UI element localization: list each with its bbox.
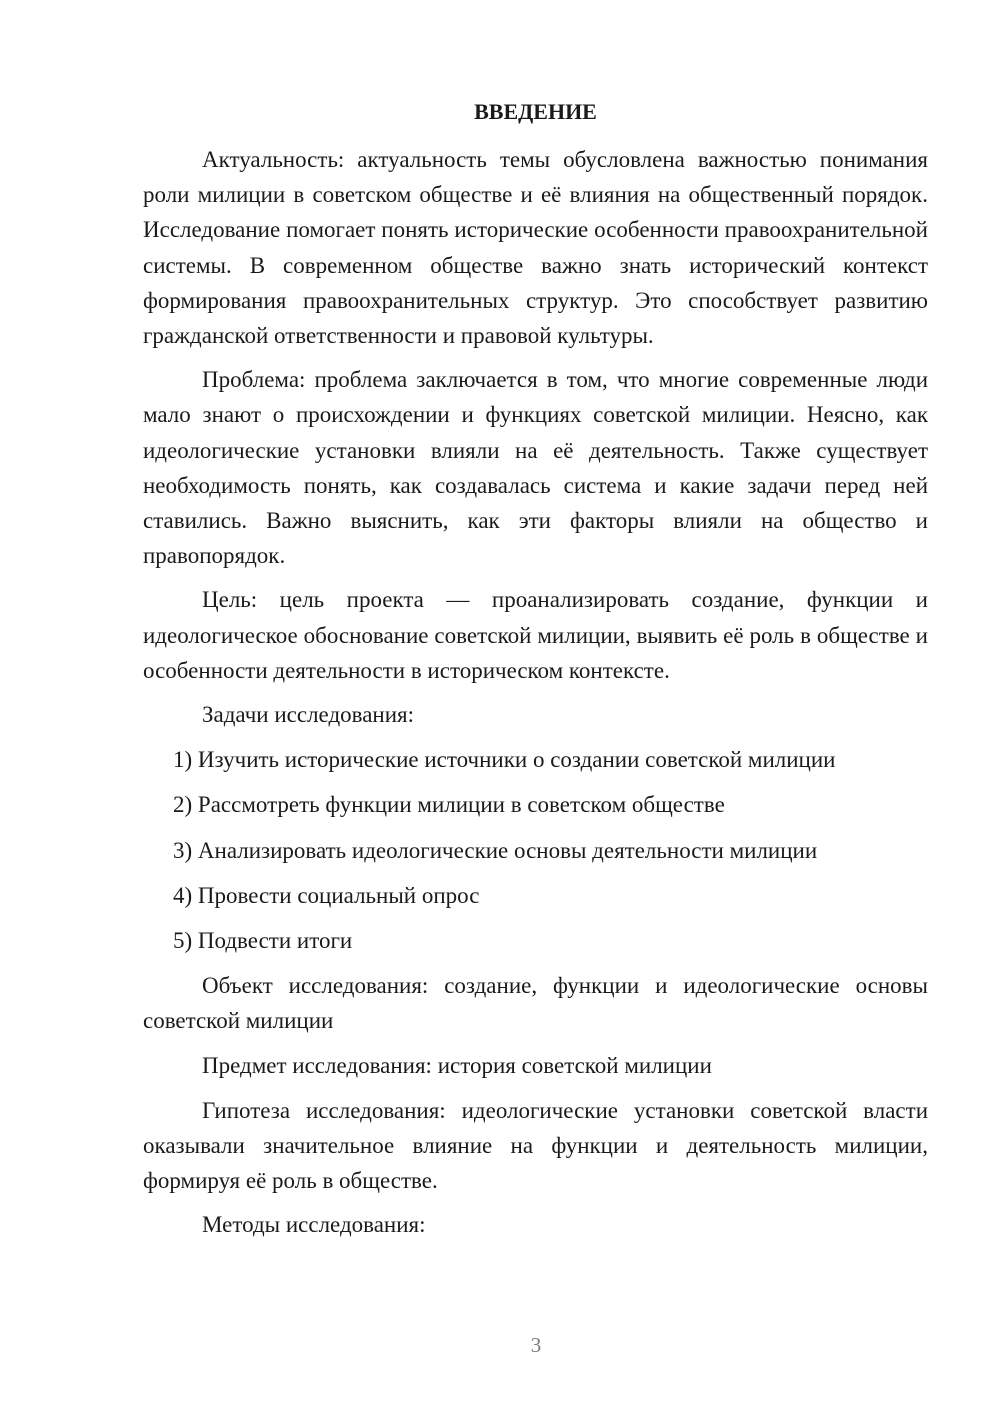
problem-paragraph: Проблема: проблема заключается в том, что многие современные люди мало знают о происхождении и функциях советской милиции. Неясно, как идеологические установки влияли на её деятельность. Также существует необходимость понять, как создавалась система и какие задачи перед ней ставились. Важно выяснить, как эти факторы влияли на общество и правопорядок. <box>143 367 928 569</box>
page-content <box>143 94 928 1253</box>
methods-heading: Методы исследования: <box>202 1212 426 1238</box>
page-number: 3 <box>530 1333 542 1357</box>
object-paragraph: Объект исследования: создание, функции и идеологические основы советской милиции <box>143 973 928 1034</box>
list-item: 3) Анализировать идеологические основы деятельности милиции <box>173 837 818 863</box>
list-item: 4) Провести социальный опрос <box>173 882 480 908</box>
hypothesis-paragraph: Гипотеза исследования: идеологические установки советской власти оказывали значительное влияние на функции и деятельность милиции, формируя её роль в обществе. <box>143 1097 928 1194</box>
page-title: ВВЕДЕНИЕ <box>474 99 597 124</box>
list-item: 2) Рассмотреть функции милиции в советском обществе <box>173 792 725 818</box>
tasks-list <box>143 742 928 958</box>
list-item: 5) Подвести итоги <box>173 928 353 954</box>
goal-paragraph: Цель: цель проекта — проанализировать создание, функции и идеологическое обоснование советской милиции, выявить её роль в обществе и особенности деятельности в историческом контексте. <box>143 587 928 683</box>
relevance-paragraph: Актуальность: актуальность темы обусловлена важностью понимания роли милиции в советском обществе и её влияния на общественный порядок. Исследование помогает понять исторические особенности правоохранительной системы. В современном обществе важно знать исторический контекст формирования правоохранительных структур. Это способствует развитию гражданской ответственности и правовой культуры. <box>143 147 928 349</box>
list-item: 1) Изучить исторические источники о создании советской милиции <box>173 747 836 773</box>
subject-paragraph: Предмет исследования: история советской милиции <box>202 1052 712 1078</box>
tasks-heading: Задачи исследования: <box>202 702 415 728</box>
